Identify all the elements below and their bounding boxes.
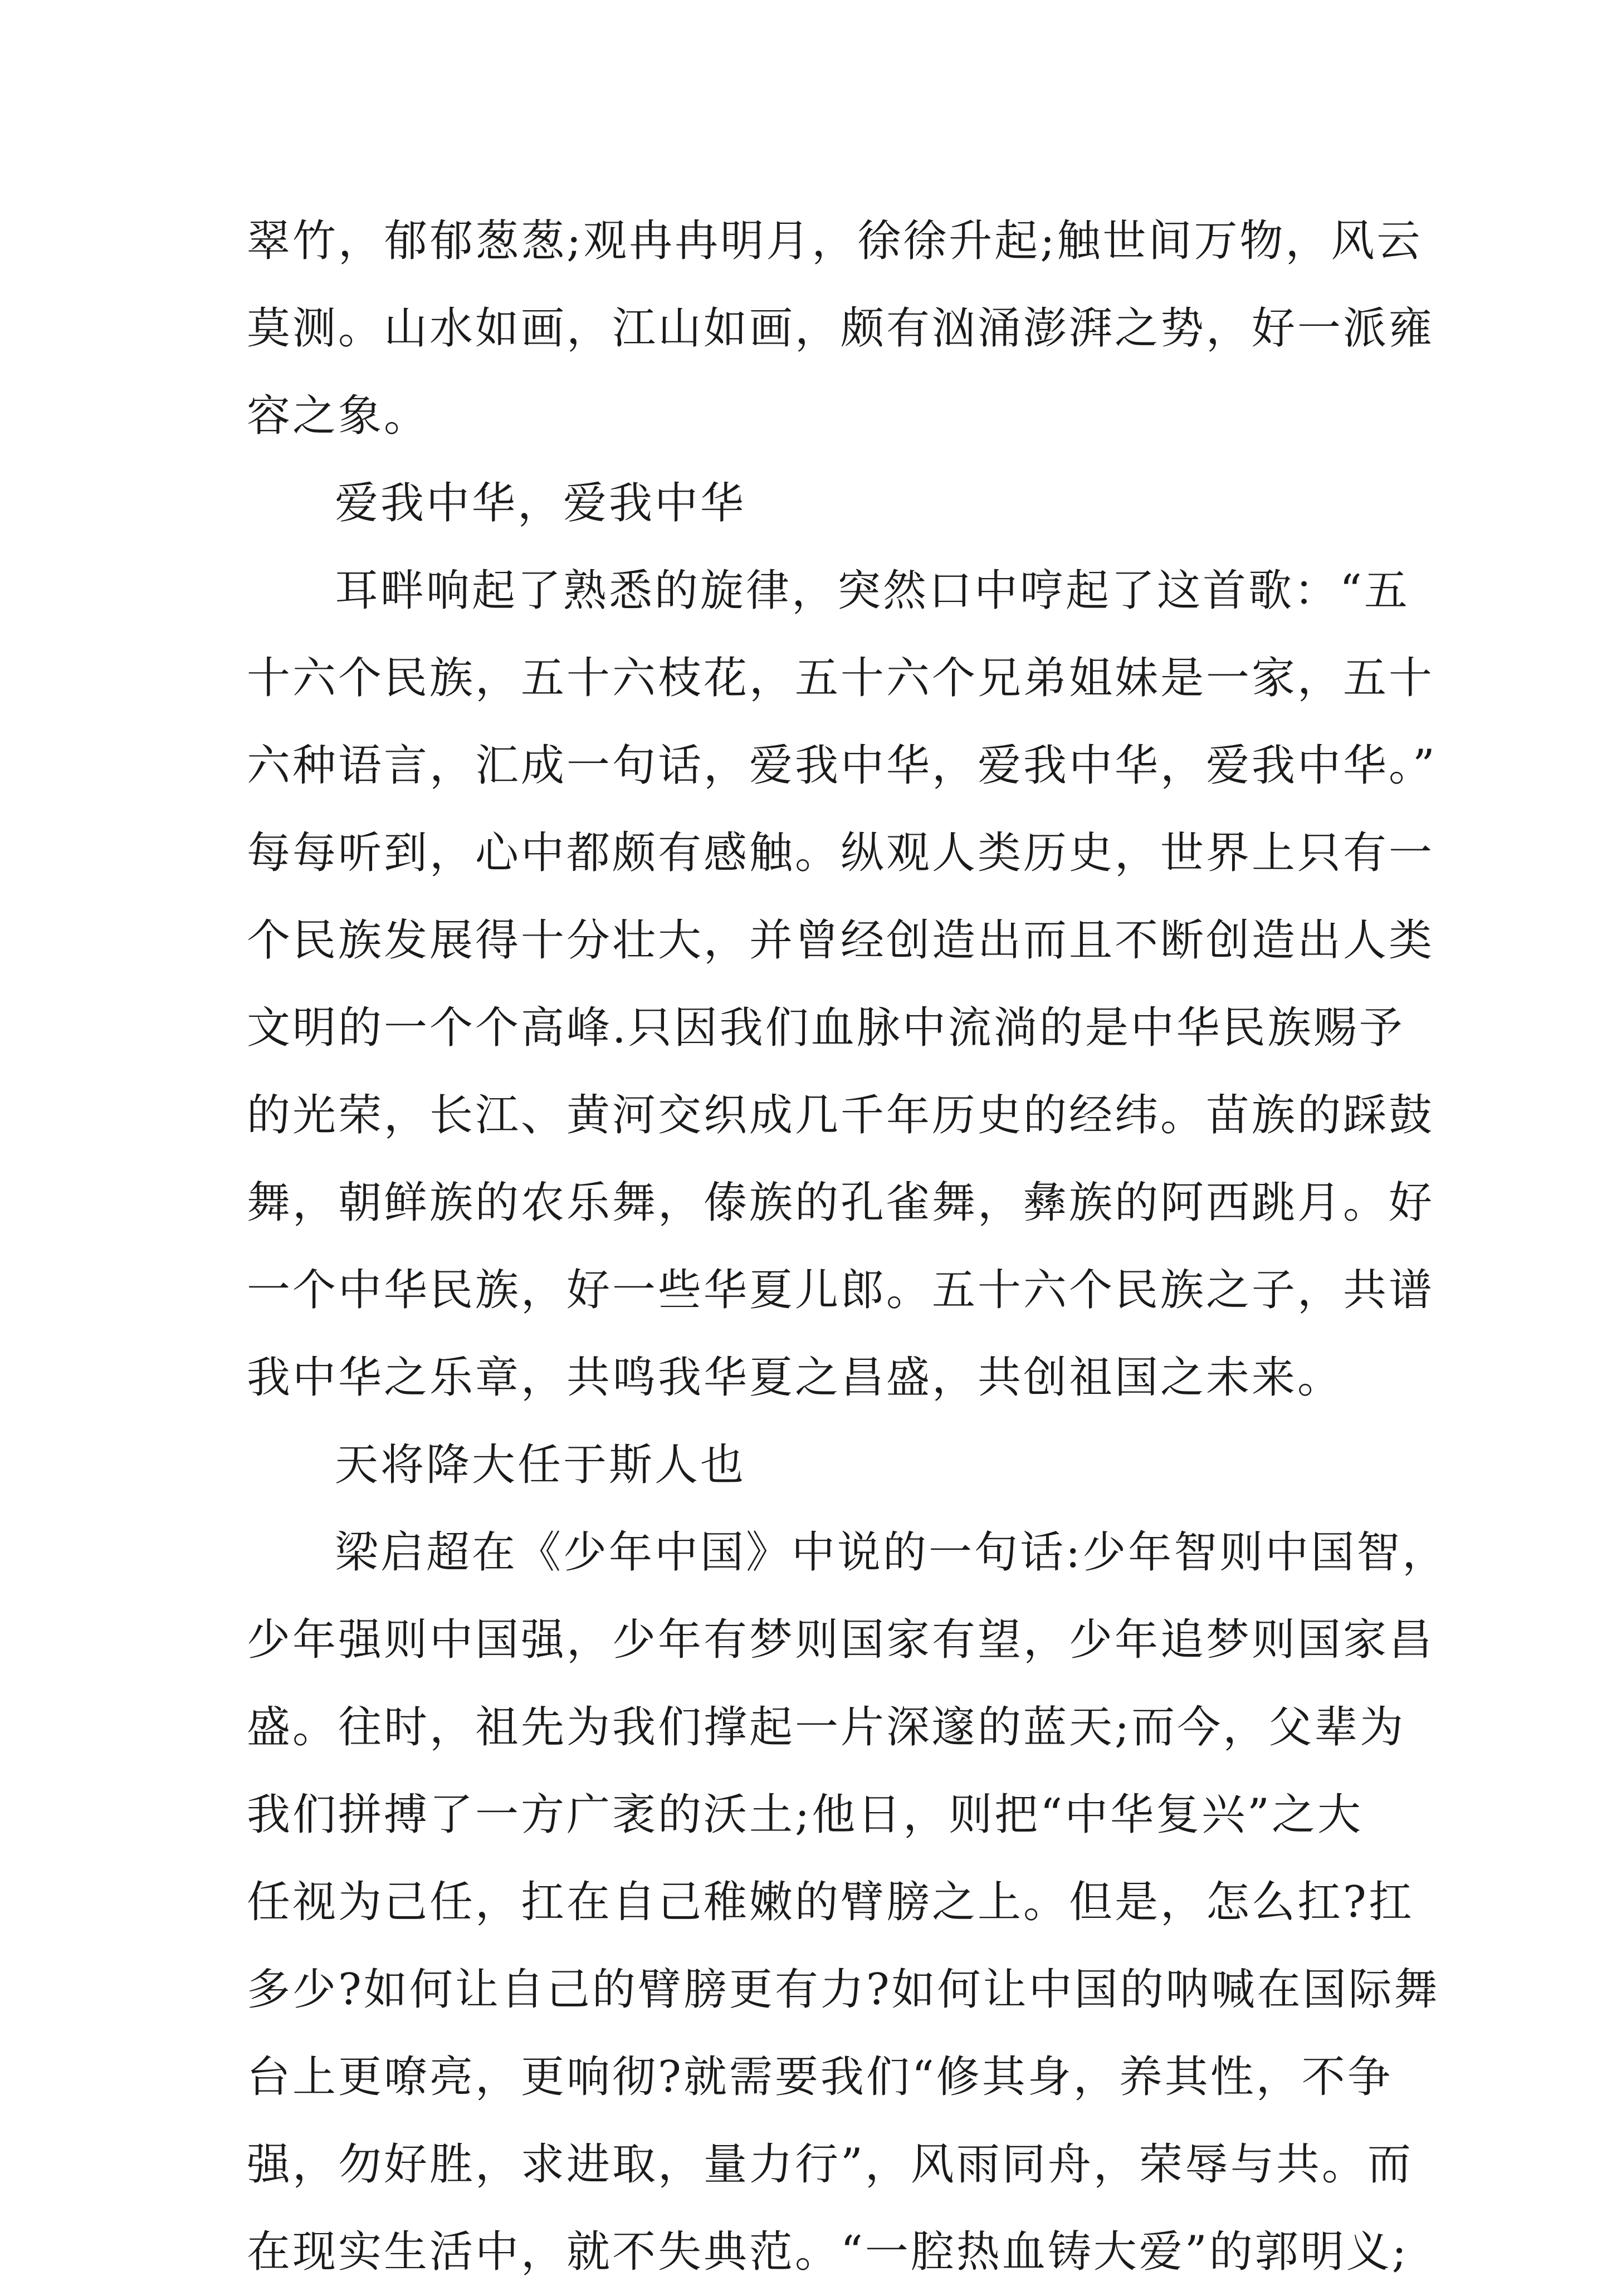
paragraph-start-line: 梁启超在《少年中国》中说的一句话:少年智则中国智， <box>335 1528 1448 1578</box>
text-line: 强，勿好胜，求进取，量力行”，风雨同舟，荣辱与共。而 <box>247 2140 1413 2190</box>
text-line: 台上更嘹亮，更响彻?就需要我们“修其身，养其性，不争 <box>247 2052 1393 2102</box>
text-line: 个民族发展得十分壮大，并曾经创造出而且不断创造出人类 <box>247 916 1435 966</box>
text-line: 的光荣，长江、黄河交织成几千年历史的经纬。苗族的踩鼓 <box>247 1090 1435 1140</box>
text-line: 每每听到，心中都颇有感触。纵观人类历史，世界上只有一 <box>247 828 1435 878</box>
text-line: 任视为己任，扛在自己稚嫩的臂膀之上。但是，怎么扛?扛 <box>247 1877 1414 1927</box>
text-line: 舞，朝鲜族的农乐舞，傣族的孔雀舞，彝族的阿西跳月。好 <box>247 1178 1435 1228</box>
text-line: 翠竹，郁郁葱葱;观冉冉明月，徐徐升起;触世间万物，风云 <box>247 216 1423 266</box>
section-heading: 爱我中华，爱我中华 <box>335 478 746 528</box>
text-line: 多少?如何让自己的臂膀更有力?如何让中国的呐喊在国际舞 <box>247 1965 1440 2015</box>
body-text <box>247 198 1448 2296</box>
text-line: 十六个民族，五十六枝花，五十六个兄弟姐妹是一家，五十 <box>247 653 1435 703</box>
text-line: 盛。往时，祖先为我们撑起一片深邃的蓝天;而今，父辈为 <box>247 1702 1406 1752</box>
text-line: 少年强则中国强，少年有梦则国家有望，少年追梦则国家昌 <box>247 1615 1435 1665</box>
text-line: 容之象。 <box>247 391 430 441</box>
text-line: 在现实生活中，就不失典范。“一腔热血铸大爱”的郭明义; <box>247 2227 1409 2277</box>
paragraph-start-line: 耳畔响起了熟悉的旋律，突然口中哼起了这首歌：“五 <box>335 566 1410 616</box>
text-line: 我们拼搏了一方广袤的沃土;他日，则把“中华复兴”之大 <box>247 1790 1364 1840</box>
text-line: 一个中华民族，好一些华夏儿郎。五十六个民族之子，共谱 <box>247 1265 1435 1315</box>
text-line: 六种语言，汇成一句话，爱我中华，爱我中华，爱我中华。” <box>247 741 1437 791</box>
text-line: 文明的一个个高峰.只因我们血脉中流淌的是中华民族赐予 <box>247 1003 1405 1053</box>
section-heading: 天将降大任于斯人也 <box>335 1440 746 1490</box>
text-line: 莫测。山水如画，江山如画，颇有汹涌澎湃之势，好一派雍 <box>247 303 1435 354</box>
text-line: 我中华之乐章，共鸣我华夏之昌盛，共创祖国之未来。 <box>247 1353 1344 1403</box>
